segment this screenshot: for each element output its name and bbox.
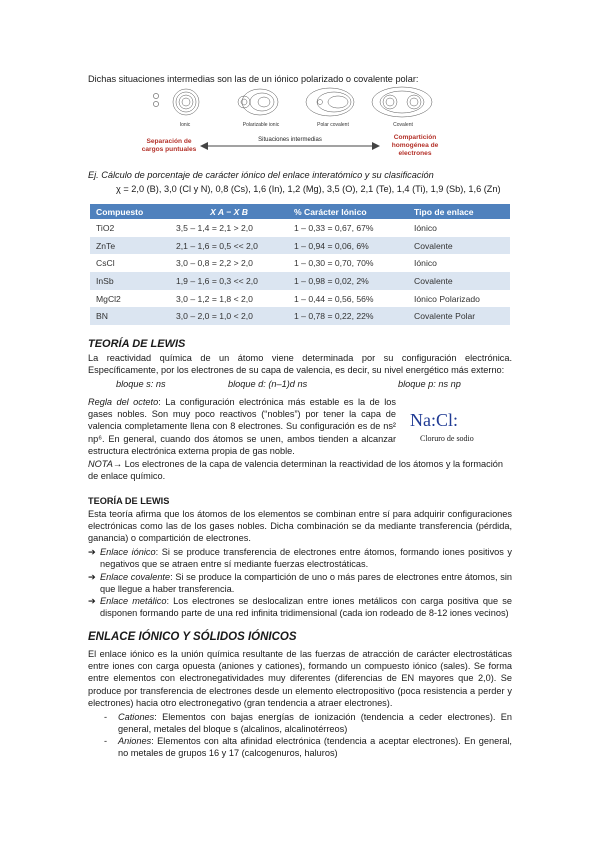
- cell: BN: [90, 307, 170, 325]
- nacl-figure: [400, 402, 510, 448]
- col-caracter: % Carácter Iónico: [288, 204, 408, 219]
- polar-covalent-cloud: [306, 88, 354, 116]
- ion-label: Cationes: [118, 712, 155, 722]
- octet-rule: [88, 396, 396, 457]
- lewis-heading: TEORÍA DE LEWIS: [88, 338, 186, 350]
- chi-values: χ = 2,0 (B), 3,0 (Cl y N), 0,8 (Cs), 1,6 (In), 1,2 (Mg), 3,5 (O), 2,1 (Te), 1,4 (Ti), 1,9 (Sb), 1,6 (Zn): [116, 184, 501, 194]
- bond-item: [88, 595, 512, 619]
- bond-item: [88, 546, 512, 570]
- cell: ZnTe: [90, 237, 170, 255]
- ionic-heading: ENLACE IÓNICO Y SÓLIDOS IÓNICOS: [88, 631, 297, 643]
- cell: InSb: [90, 272, 170, 290]
- bond-label: Enlace iónico: [100, 547, 156, 557]
- cell: 1 – 0,33 = 0,67, 67%: [288, 219, 408, 237]
- cell: TiO2: [90, 219, 170, 237]
- cell: Covalente Polar: [408, 307, 510, 325]
- arrow-icon: ➔: [88, 596, 96, 606]
- fig-label-ionic: Ionic: [179, 122, 191, 128]
- intermediate-arrow: [200, 142, 380, 150]
- bond-text: : Si se produce transferencia de electrones entre átomos, formando iones positivos y negativos que se atraen entre sí mediante fuerzas electrostáticas.: [100, 547, 512, 570]
- cell: 1 – 0,94 = 0,06, 6%: [288, 237, 408, 255]
- intro-line: Dichas situaciones intermedias son las de un iónico polarizado o covalente polar:: [88, 74, 419, 84]
- octet-label: Regla del octeto: [88, 397, 159, 407]
- nota-text: Los electrones de la capa de valencia determinan la reactividad de los átomos y la formación de enlace químico.: [88, 459, 504, 482]
- bond-item: [88, 571, 512, 595]
- fig-middle-caption: Situaciones intermedias: [240, 137, 340, 143]
- arrow-icon: ➔: [88, 547, 96, 557]
- bond-figure: [140, 82, 482, 162]
- fig-label-polarizable: Polarizable ionic: [242, 122, 280, 128]
- block-d: bloque d: (n–1)d ns: [228, 379, 308, 389]
- ionic-character-table: [90, 204, 510, 325]
- cell: Iónico: [408, 219, 510, 237]
- col-tipo: Tipo de enlace: [408, 204, 510, 219]
- cell: 2,1 – 1,6 = 0,5 << 2,0: [170, 237, 288, 255]
- block-p: bloque p: ns np: [398, 379, 461, 389]
- table-row: [90, 254, 510, 272]
- cell: Iónico: [408, 254, 510, 272]
- lewis-paragraph: La reactividad química de un átomo viene determinada por su configuración electrónica. Específicamente, por los electrones de su capa de valencia, es decir, su nivel energético más externo:: [88, 353, 512, 376]
- octet-text: : La configuración electrónica más estable es la de los gases nobles. Son muy poco reactivos (“nobles”) por tener la capa de valencia completamente llena con 8 electrones. Su configuración es de ns² np⁶. En general, cuando dos átomos se unen, ambos tienden a alcanzar estructura electrónica externa propia de gas noble.: [88, 397, 396, 456]
- lewis2-heading: TEORÍA DE LEWIS: [88, 496, 170, 506]
- table-row: [90, 219, 510, 237]
- cell: MgCl2: [90, 290, 170, 308]
- block-s: bloque s: ns: [116, 379, 166, 389]
- col-compuesto: Compuesto: [90, 204, 170, 219]
- table-header-row: [90, 204, 510, 219]
- cell: Covalente: [408, 237, 510, 255]
- example-title: Ej. Cálculo de porcentaje de carácter iónico del enlace interatómico y su clasificación: [88, 170, 434, 180]
- bond-label: Enlace covalente: [100, 572, 171, 582]
- fig-right-caption: Compartición homogénea de electrones: [391, 134, 439, 157]
- bond-label: Enlace metálico: [100, 596, 167, 606]
- polarizable-ionic-cloud: [238, 89, 278, 115]
- fig-label-covalent: Covalent: [393, 122, 413, 128]
- arrow-icon: ➔: [88, 572, 96, 582]
- cell: Covalente: [408, 272, 510, 290]
- ion-label: Aniones: [118, 736, 152, 746]
- cell: 1 – 0,30 = 0,70, 70%: [288, 254, 408, 272]
- ionic-paragraph: El enlace iónico es la unión química resultante de las fuerzas de atracción de carácter electrostáticas entre iones con carga opuesta (aniones y cationes), formando un compuesto iónico (sales). Se forma entre elementos con electronegatividades muy diferentes (diferencias de EN mayores que 2,0). Se produce por transferencia de electrones desde un elemento electropositivo (poca resistencia a perder y electrones) hacia otro electronegativo (gran tendencia a atraer electrones).: [88, 649, 512, 708]
- table-row: [90, 307, 510, 325]
- fig-left-caption: Separación de cargos puntuales: [141, 138, 197, 153]
- dash-bullet: -: [104, 736, 108, 746]
- ion-text: : Elementos con alta afinidad electrónica (tendencia a aceptar electrones). En general, no metales de grupos 16 y 17 (calcogenuros, haluros): [118, 736, 512, 759]
- table-row: [90, 272, 510, 290]
- bond-text: : Si se produce la compartición de uno o más pares de electrones entre átomos, sin que llegue a haber transferencia.: [100, 572, 512, 595]
- cell: 3,5 – 1,4 = 2,1 > 2,0: [170, 219, 288, 237]
- nacl-formula: Na:Cl:: [410, 410, 458, 430]
- cell: 1 – 0,44 = 0,56, 56%: [288, 290, 408, 308]
- cell: 3,0 – 0,8 = 2,2 > 2,0: [170, 254, 288, 272]
- ion-text: : Elementos con bajas energías de ionización (tendencia a ceder electrones). En general, metales del bloque s (alcalinos, alcalinotérreos): [118, 712, 512, 735]
- col-xa-xb: X A − X B: [170, 204, 288, 219]
- cell: 3,0 – 1,2 = 1,8 < 2,0: [170, 290, 288, 308]
- nacl-caption: Cloruro de sodio: [420, 434, 474, 443]
- bond-text: : Los electrones se deslocalizan entre iones metálicos con carga positiva que se disponen formando parte de una red infinita tridimensional (cada ion rodeado de 8-12 iones vecinos): [100, 596, 513, 619]
- cell: 3,0 – 2,0 = 1,0 < 2,0: [170, 307, 288, 325]
- dash-bullet: -: [104, 712, 108, 722]
- lewis2-paragraph: Esta teoría afirma que los átomos de los elementos se combinan entre sí para adquirir configuraciones electrónicas como las de los gases nobles. Dicha combinación se da mediante transferencia (pérdida, ganancia) o compartición de electrones.: [88, 509, 512, 544]
- ion-item: [104, 735, 512, 759]
- cell: CsCl: [90, 254, 170, 272]
- nota: [88, 458, 512, 482]
- cell: 1 – 0,98 = 0,02, 2%: [288, 272, 408, 290]
- table-row: [90, 290, 510, 308]
- cell: Iónico Polarizado: [408, 290, 510, 308]
- cell: 1,9 – 1,6 = 0,3 << 2,0: [170, 272, 288, 290]
- table-row: [90, 237, 510, 255]
- nota-label: NOTA→: [88, 459, 123, 469]
- covalent-cloud: [372, 87, 432, 117]
- fig-label-polar-covalent: Polar covalent: [317, 122, 349, 128]
- ion-item: [104, 711, 512, 735]
- cell: 1 – 0,78 = 0,22, 22%: [288, 307, 408, 325]
- ionic-ions: [153, 89, 199, 115]
